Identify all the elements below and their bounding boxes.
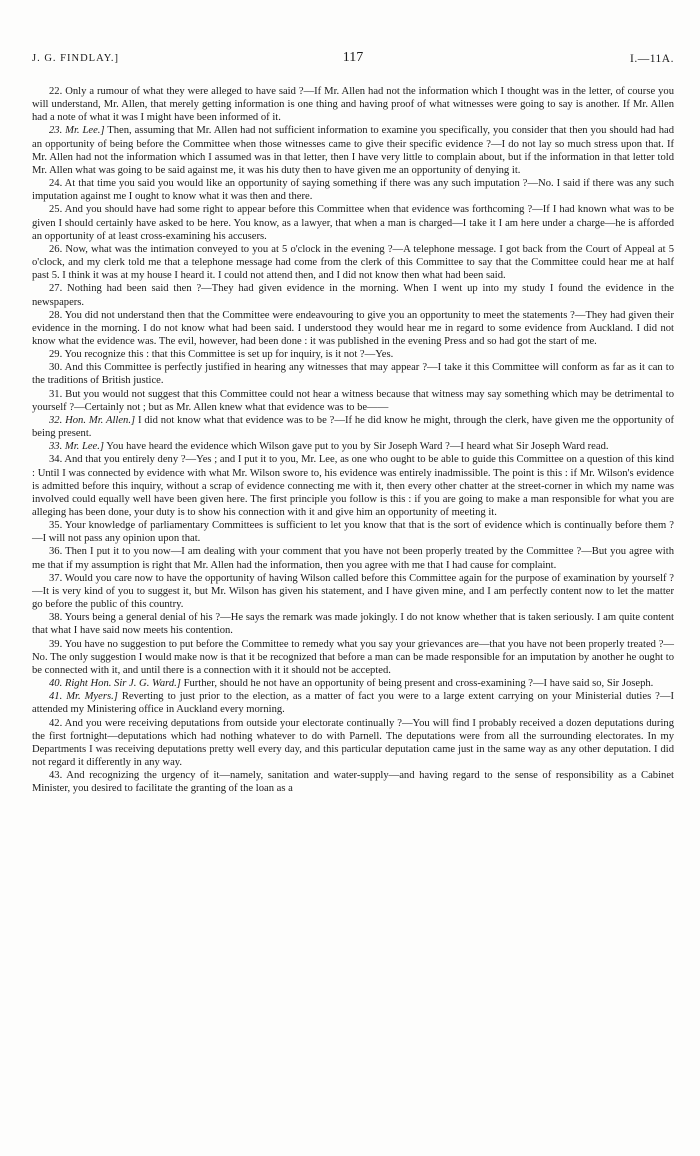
paragraph-40: 40. Right Hon. Sir J. G. Ward.] Further, should he not have an opportunity of being present and cross-examining ?—I have said so, Sir Joseph. [49, 678, 654, 690]
page-header [32, 50, 674, 72]
paragraph-30: 30. And this Committee is perfectly justified in hearing any witnesses that may appear ?—I take it this Committee will conform as far as it can to the traditions of British justice. [32, 362, 674, 387]
paragraph-22: 22. Only a rumour of what they were alleged to have said ?—If Mr. Allen had not the information which I thought was in the letter, of course you will understand, Mr. Allen, that merely getting information is one thing and having proof of what witnesses were going to say is another. If Mr. Allen had a note of what it was I might have been informed of it. [32, 86, 674, 124]
document-reference: I.—11A. [630, 53, 674, 65]
paragraph-35: 35. Your knowledge of parliamentary Committees is sufficient to let you know that that is the sort of evidence which is continually before them ?—I will not pass any opinion upon that. [32, 520, 674, 545]
paragraph-27: 27. Nothing had been said then ?—They had given evidence in the morning. When I went up into my study I found the evidence in the newspapers. [32, 283, 674, 308]
paragraph-41: 41. Mr. Myers.] Reverting to just prior to the election, as a matter of fact you were to a large extent carrying on your Ministerial duties ?—I attended my Ministering office in Auckland every morning. [32, 691, 674, 716]
paragraph-36: 36. Then I put it to you now—I am dealing with your comment that you have not been properly treated by the Committee ?—But you agree with me that if my assumption is right that Mr. Allen had the information, then you agree with me that I had cause for complaint. [32, 546, 674, 571]
paragraph-25: 25. And you should have had some right to appear before this Committee when that evidence was forthcoming ?—If I had known what was to be given I should certainly have asked to be here. You know, as a lawyer, that when a man is charged—I take it I am here under a charge—he is afforded an opportunity of at least cross-examining his accusers. [32, 204, 674, 242]
paragraph-38: 38. Yours being a general denial of his ?—He says the remark was made jokingly. I do not know whether that is taken seriously. I am quite content that what I have said now meets his contention. [32, 612, 674, 637]
paragraph-34: 34. And that you entirely deny ?—Yes ; and I put it to you, Mr. Lee, as one who ought to be able to guide this Committee on a question of this kind : Until I was connected by evidence with what Mr. Wilson swore to, his evidence was entirely inadmissible. The point is this : if Mr. Wilson's evidence is admitted before this inquiry, without a scrap of evidence connecting me with it, then every other chatter at the street-corner in which my name was involved could equally well have been given here. The first principle you follow is this : if you are going to make a man responsible for what you are alleging has been done, your duty is to show his connection with it and give him an opportunity of meeting it. [32, 454, 674, 518]
paragraph-29: 29. You recognize this : that this Committee is set up for inquiry, is it not ?—Yes. [49, 349, 394, 361]
document-body [32, 85, 674, 795]
paragraph-39: 39. You have no suggestion to put before the Committee to remedy what you say your grievances are—that you have not been properly treated ?—No. The only suggestion I would make now is that it be recognized that before a man can be made responsible for an imputation by another he ought to be connected with it, and until there is a connection with it it should not be accepted. [32, 638, 674, 676]
paragraph-32: 32. Hon. Mr. Allen.] I did not know what that evidence was to be ?—If he did know he might, through the clerk, have given me the opportunity of being present. [32, 414, 675, 440]
paragraph-37: 37. Would you care now to have the opportunity of having Wilson called before this Committee again for the purpose of examination by yourself ?—It is very kind of you to suggest it, but Mr. Wilson has given his statement, and I have given mine, and I am perfectly content now to let the matter go before the public of this country. [32, 572, 674, 611]
paragraph-42: 42. And you were receiving deputations from outside your electorate continually ?—You will find I probably received a dozen deputations during the first fortnight—deputations which had nothing whatever to do with Parnell. The deputations were from all the surrounding electorates. In my Departments I was receiving deputations pretty well every day, and this particular deputation came just in the same way as any other deputation. I did not regard it differently in any way. [32, 717, 674, 768]
paragraph-24: 24. At that time you said you would like an opportunity of saying something if there was any such imputation ?—No. I said if there was any such imputation against me I ought to know what it was then and there. [32, 178, 674, 203]
paragraph-33: 33. Mr. Lee.] You have heard the evidence which Wilson gave put to you by Sir Joseph Ward ?—I heard what Sir Joseph Ward read. [49, 441, 609, 453]
paragraph-31: 31. But you would not suggest that this Committee could not hear a witness because that witness may say something which may be detrimental to yourself ?—Certainly not ; but as Mr. Allen knew what that evidence was to be—— [32, 388, 674, 413]
paragraph-26: 26. Now, what was the intimation conveyed to you at 5 o'clock in the evening ?—A telephone message. I got back from the Court of Appeal at 5 o'clock, and my clerk told me that a telephone message had come from the clerk of this Committee to say that the Committee could hear me at half past 5. I think it was at my house I heard it. I could not attend then, and I did not know then what had been said. [32, 243, 674, 282]
page-number: 117 [342, 50, 364, 65]
header-author: J. G. FINDLAY.] [32, 53, 120, 64]
paragraph-23: 23. Mr. Lee.] Then, assuming that Mr. Allen had not sufficient information to examine you specifically, you consider that then you should had had an opportunity of being before the Committee when those witnesses came to give their specific evidence ?—I do not lay so much stress upon that. If Mr. Allen had not the information which I assumed was in that letter, then I have very little to complain about, but if the information in that letter told Mr. Allen what was going to be said against me, it was his duty then to have given me an opportunity of denying it. [32, 125, 674, 176]
paragraph-43: 43. And recognizing the urgency of it—namely, sanitation and water-supply—and having regard to the sense of responsibility as a Cabinet Minister, you desired to facilitate the granting of the loan as a [32, 770, 674, 795]
paragraph-28: 28. You did not understand then that the Committee were endeavouring to give you an opportunity to meet the statements ?—They had given their evidence in the morning. I do not know what had been said. I understood they would hear me in regard to some evidence from Auckland. I did not know what the evidence was. The evil, however, had been done : it was published in the evening Press and so had got the start of me. [32, 309, 674, 347]
